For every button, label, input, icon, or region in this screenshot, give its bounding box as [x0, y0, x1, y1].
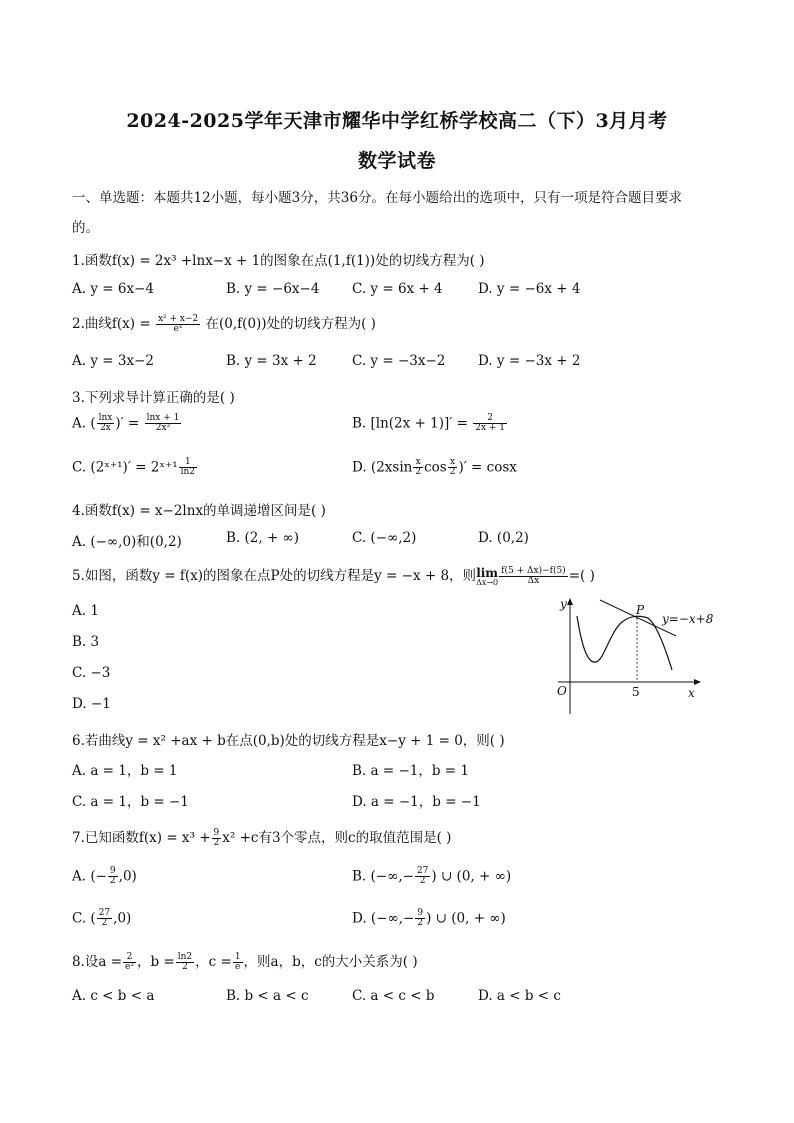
- question-8-option-a: A. c < b < a: [72, 988, 155, 1004]
- question-1-stem: 1.函数f(x) = 2x³ +lnx−x + 1的图象在点(1,f(1))处的切线方程为( ): [72, 253, 485, 269]
- q3-d-frac2-den: 2: [449, 467, 456, 478]
- q8-stem-post: ，则a，b，c的大小关系为( ): [243, 954, 418, 970]
- question-7-option-b: [352, 867, 511, 887]
- question-2-stem-post: 在(0,f(0))处的切线方程为( ): [205, 316, 376, 332]
- q5-frac: [499, 567, 568, 587]
- question-1-option-c: C. y = 6x + 4: [352, 281, 443, 297]
- q8-a-frac: [123, 953, 136, 973]
- question-8-stem: [72, 950, 418, 972]
- q7-a-post: ,0): [118, 868, 137, 885]
- q8-b-frac-den: 2: [182, 962, 188, 972]
- q7-frac-den: 2: [213, 838, 220, 848]
- graph-x-label: x: [688, 686, 695, 700]
- q3-a-frac-left: [97, 414, 115, 434]
- question-1-option-a: A. y = 6x−4: [72, 281, 154, 297]
- graph-y-label: y: [560, 597, 567, 611]
- q3-d-frac2-num: x: [448, 458, 458, 468]
- q8-stem-c: ，c =: [195, 954, 232, 970]
- q3-a-frac-right-num: lnx + 1: [146, 413, 180, 423]
- q3-d-frac2: [448, 458, 458, 478]
- question-5-option-c: C. −3: [72, 665, 111, 681]
- section-intro-line1: 一、单选题：本题共12小题，每小题3分，共36分。在每小题给出的选项中，只有一项是符合题目要求: [72, 190, 682, 206]
- graph-y-axis-arrow: [567, 598, 573, 605]
- question-2-fraction: [156, 315, 200, 335]
- graph-tick-label: 5: [632, 685, 640, 699]
- q7-a-frac: [108, 867, 118, 887]
- question-5-option-b: B. 3: [72, 634, 100, 650]
- q7-d-frac-num: 9: [417, 908, 424, 918]
- q3-d-post: )′ = cosx: [458, 459, 517, 476]
- question-5-option-a: A. 1: [72, 603, 99, 619]
- question-3-stem: 3.下列求导计算正确的是( ): [72, 390, 235, 406]
- q5-stem-post: =( ): [568, 568, 595, 584]
- q7-b-post: ) ∪ (0, + ∞): [431, 868, 512, 885]
- question-3-option-b: [352, 414, 508, 434]
- q7-b-frac: [415, 867, 430, 887]
- q3-b-pre: B. [ln(2x + 1)]′ =: [352, 415, 468, 432]
- q3-a-frac-left-num: lnx: [98, 413, 113, 423]
- q7-frac: [212, 829, 222, 849]
- question-3-option-d: [352, 458, 517, 478]
- q8-c-frac: [233, 953, 243, 973]
- q7-b-pre: B. (−∞,−: [352, 868, 414, 885]
- question-7-stem: [72, 826, 451, 848]
- question-6-option-d: D. a = −1，b = −1: [352, 794, 481, 810]
- question-5-graph: [548, 596, 728, 718]
- question-8-option-c: C. a < c < b: [352, 988, 435, 1004]
- question-1-option-d: D. y = −6x + 4: [478, 281, 581, 297]
- question-8-option-d: D. a < b < c: [478, 988, 561, 1004]
- question-2-option-b: B. y = 3x + 2: [226, 353, 317, 369]
- q8-a-frac-den: e²: [125, 962, 134, 972]
- question-7-option-a: [72, 867, 137, 887]
- q8-a-frac-num: 2: [123, 953, 136, 963]
- q5-limit: [476, 567, 498, 587]
- paper-title-line1: 2024-2025学年天津市耀华中学红桥学校高二（下）3月月考: [126, 110, 668, 132]
- question-5-option-d: D. −1: [72, 696, 111, 712]
- q3-d-frac1: [413, 458, 423, 478]
- q7-c-pre: C. (: [72, 910, 96, 927]
- question-3-option-a: [72, 414, 182, 434]
- question-4-option-b: B. (2, + ∞): [226, 530, 300, 546]
- q3-c-frac: [179, 458, 197, 478]
- q3-c-pre: C. (2ˣ⁺¹)′ = 2ˣ⁺¹: [72, 459, 178, 476]
- question-2-option-a: A. y = 3x−2: [72, 353, 154, 369]
- q7-a-pre: A. (−: [72, 868, 107, 885]
- q3-c-frac-den: ln2: [180, 467, 196, 478]
- q7-d-pre: D. (−∞,−: [352, 910, 415, 927]
- question-1-option-b: B. y = −6x−4: [226, 281, 320, 297]
- q7-d-frac: [415, 909, 425, 929]
- q3-a-frac-right: [145, 414, 182, 434]
- q5-frac-den: Δx: [527, 576, 540, 586]
- q7-c-post: ,0): [113, 910, 132, 927]
- q3-a-frac-right-den: 2x²: [155, 423, 171, 434]
- q3-b-frac-den: 2x + 1: [475, 423, 506, 434]
- question-8-option-b: B. b < a < c: [226, 988, 309, 1004]
- question-4-option-c: C. (−∞,2): [352, 530, 417, 546]
- q7-d-frac-den: 2: [417, 918, 424, 929]
- q5-lim-word: lim: [476, 565, 499, 580]
- graph-point-label: P: [636, 603, 645, 617]
- q3-a-mid: )′ =: [115, 415, 140, 432]
- q5-frac-num: f(5 + Δx)−f(5): [501, 565, 566, 576]
- q7-stem-pre: 7.已知函数f(x) = x³ +: [72, 830, 211, 846]
- q3-b-frac-num: 2: [473, 414, 507, 424]
- q3-c-frac-num: 1: [179, 458, 197, 468]
- q8-b-frac: [176, 953, 194, 973]
- q3-d-frac1-den: 2: [415, 467, 422, 478]
- q7-b-frac-den: 2: [419, 876, 426, 887]
- q7-frac-num: 9: [213, 827, 220, 838]
- question-6-option-a: A. a = 1，b = 1: [72, 763, 178, 779]
- q3-a-frac-left-den: 2x: [100, 423, 111, 434]
- q7-a-frac-den: 2: [109, 876, 116, 887]
- question-6-stem: 6.若曲线y = x² +ax + b在点(0,b)处的切线方程是x−y + 1 = 0，则( ): [72, 733, 505, 749]
- question-2-stem: [72, 312, 376, 334]
- section-intro-line2: 的。: [72, 220, 99, 236]
- question-6-option-b: B. a = −1，b = 1: [352, 763, 469, 779]
- q5-stem-pre: 5.如图，函数y = f(x)的图象在点P处的切线方程是y = −x + 8，则: [72, 568, 477, 584]
- question-2-stem-pre: 2.曲线f(x) =: [72, 316, 151, 332]
- question-2-option-c: C. y = −3x−2: [352, 353, 446, 369]
- q3-b-frac: [473, 414, 507, 434]
- q8-stem-a: 8.设a =: [72, 954, 123, 970]
- q7-b-frac-num: 27: [416, 866, 429, 876]
- q8-c-frac-num: 1: [234, 951, 241, 962]
- graph-curve: [577, 616, 672, 670]
- graph-x-axis-arrow: [694, 679, 701, 685]
- q7-c-frac-num: 27: [98, 908, 111, 918]
- q7-c-frac: [97, 909, 112, 929]
- q7-c-frac-den: 2: [101, 918, 108, 929]
- question-4-option-d: D. (0,2): [478, 530, 529, 546]
- question-3-option-c: [72, 458, 198, 478]
- q8-c-frac-den: e: [235, 962, 241, 972]
- q7-d-post: ) ∪ (0, + ∞): [426, 910, 506, 927]
- q8-stem-b: ，b =: [136, 954, 175, 970]
- question-2-fraction-denominator: eˣ: [173, 324, 183, 334]
- graph-tangent-label: y=−x+8: [662, 612, 714, 626]
- q5-lim-sub: Δx→0: [476, 577, 499, 587]
- q3-d-mid: cos: [424, 459, 447, 476]
- question-2-option-d: D. y = −3x + 2: [478, 353, 581, 369]
- q7-a-frac-num: 9: [109, 866, 116, 876]
- question-6-option-c: C. a = 1，b = −1: [72, 794, 189, 810]
- q3-d-pre: D. (2xsin: [352, 459, 413, 476]
- q3-a-pre: A. (: [72, 415, 96, 432]
- question-4-option-a: A. (−∞,0)和(0,2): [72, 534, 182, 550]
- question-5-stem: [72, 564, 595, 587]
- q3-d-frac1-num: x: [413, 458, 423, 468]
- question-4-stem: 4.函数f(x) = x−2lnx的单调递增区间是( ): [72, 503, 326, 519]
- q8-b-frac-num: ln2: [177, 951, 193, 962]
- question-7-option-d: [352, 909, 506, 929]
- paper-title-line2: 数学试卷: [357, 150, 436, 172]
- q7-stem-post: x² +c有3个零点，则c的取值范围是( ): [222, 830, 452, 846]
- question-7-option-c: [72, 909, 131, 929]
- graph-origin-label: O: [557, 684, 567, 698]
- question-2-fraction-numerator: x² + x−2: [157, 313, 199, 324]
